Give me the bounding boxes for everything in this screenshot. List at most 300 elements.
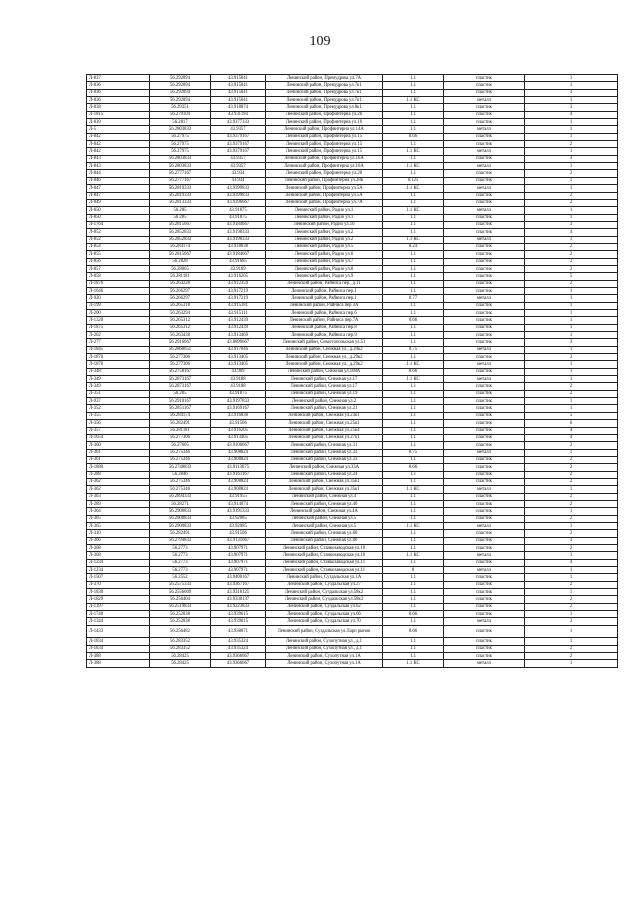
address-cell: Ленинский район, Снежная ул.33А xyxy=(266,464,383,471)
site-id-cell: Л-847 xyxy=(87,192,150,199)
latitude-cell: 56.284174 xyxy=(150,412,211,419)
volume-cell: 1.1 xyxy=(383,199,444,206)
address-cell: Ленинский район, Станкозаводская ул.11 xyxy=(266,567,383,574)
longitude-cell: 43.907971 xyxy=(211,545,266,552)
count-cell: 1 xyxy=(525,346,618,353)
table-row xyxy=(87,471,618,478)
address-cell: Ленинский район, Премудрова ул.7А xyxy=(266,75,383,82)
longitude-cell: 43.934 xyxy=(211,170,266,177)
count-cell: 1 xyxy=(525,552,618,559)
count-cell: 1 xyxy=(525,75,618,82)
address-cell: Ленинский район, Снежная ул.34 xyxy=(266,471,383,478)
volume-cell: 0.75 xyxy=(383,346,444,353)
count-cell: 2 xyxy=(525,464,618,471)
site-id-cell: Л-854 xyxy=(87,243,150,250)
latitude-cell: 56.285 xyxy=(150,214,211,221)
longitude-cell: 43.9330137 xyxy=(211,596,266,603)
volume-cell: 1.1 КС xyxy=(383,207,444,214)
table-body xyxy=(87,75,618,668)
count-cell: 1 xyxy=(525,148,618,155)
latitude-cell: 56.27975 xyxy=(150,133,211,140)
material-cell: пластик xyxy=(444,427,525,434)
site-id-cell: Л-844 xyxy=(87,170,150,177)
table-row xyxy=(87,567,618,574)
longitude-cell: 43.9366667 xyxy=(211,660,266,667)
site-id-cell: Л-1870 xyxy=(87,361,150,368)
site-id-cell: Л-1507 xyxy=(87,574,150,581)
material-cell: пластик xyxy=(444,82,525,89)
site-id-cell: Л-852 xyxy=(87,229,150,236)
volume-cell: 1.1 xyxy=(383,302,444,309)
material-cell: пластик xyxy=(444,258,525,265)
address-cell: Ленинский район, Снежная ул.40 xyxy=(266,500,383,507)
longitude-cell: 43.9184667 xyxy=(211,251,266,258)
site-id-cell: Л-277 xyxy=(87,339,150,346)
longitude-cell: 43.908824 xyxy=(211,478,266,485)
table-row xyxy=(87,603,618,610)
material-cell: пластик xyxy=(444,229,525,236)
material-cell: пластик xyxy=(444,133,525,140)
latitude-cell: 56.2803833 xyxy=(150,126,211,133)
material-cell: пластик xyxy=(444,625,525,638)
latitude-cell: 56.2852833 xyxy=(150,236,211,243)
material-cell: пластик xyxy=(444,243,525,250)
volume-cell: 1.1 xyxy=(383,354,444,361)
longitude-cell: 43.913469 xyxy=(211,332,266,339)
table-row xyxy=(87,214,618,221)
volume-cell: 1.1 xyxy=(383,442,444,449)
latitude-cell: 56.279104 xyxy=(150,111,211,118)
table-row xyxy=(87,346,618,353)
address-cell: Ленинский район, Снежная ул., д.29к2 xyxy=(266,361,383,368)
count-cell: 2 xyxy=(525,383,618,390)
material-cell: пластик xyxy=(444,75,525,82)
address-cell: Ленинский район, Сухопутная ул., д.1 xyxy=(266,645,383,652)
longitude-cell: 43.917219 xyxy=(211,295,266,302)
count-cell: 2 xyxy=(525,603,618,610)
table-row xyxy=(87,456,618,463)
longitude-cell: 43.9357 xyxy=(211,163,266,170)
site-id-cell: Л-1870 xyxy=(87,354,150,361)
latitude-cell: 56.27975 xyxy=(150,141,211,148)
latitude-cell: 56.266297 xyxy=(150,287,211,294)
count-cell: 5 xyxy=(525,273,618,280)
longitude-cell: 43.92085 xyxy=(211,515,266,522)
site-id-cell: Л-847 xyxy=(87,185,150,192)
longitude-cell: 43.9379167 xyxy=(211,133,266,140)
material-cell: пластик xyxy=(444,368,525,375)
volume-cell: 1.1 xyxy=(383,192,444,199)
table-row xyxy=(87,280,618,287)
address-cell: Ленинский район, Профинтерна ул.16А xyxy=(266,155,383,162)
count-cell: 2 xyxy=(525,199,618,206)
address-cell: Ленинский район, Суздальская ул.66 xyxy=(266,611,383,618)
longitude-cell: 43.91506 xyxy=(211,530,266,537)
site-id-cell: Л-850 xyxy=(87,207,150,214)
material-cell: пластик xyxy=(444,645,525,652)
address-cell: Ленинский район, Премудрова ул.7к1 xyxy=(266,97,383,104)
volume-cell: 0.125 xyxy=(383,177,444,184)
longitude-cell: 43.9169167 xyxy=(211,405,266,412)
address-cell: Ленинский район, Станкозаводская ул.10 xyxy=(266,545,383,552)
longitude-cell: 43.915181 xyxy=(211,302,266,309)
volume-cell: 1.1 xyxy=(383,405,444,412)
count-cell: 1 xyxy=(525,368,618,375)
longitude-cell: 43.9169 xyxy=(211,265,266,272)
table-row xyxy=(87,581,618,588)
material-cell: пластик xyxy=(444,265,525,272)
address-cell: Ленинский район, Снежная ул., д.20к2 xyxy=(266,346,383,353)
site-id-cell: Л-838 xyxy=(87,104,150,111)
latitude-cell: 56.2819333 xyxy=(150,185,211,192)
address-cell: Ленинский район, Снежная ул.23к1 xyxy=(266,412,383,419)
address-cell: Ленинский район, Профинтерна ул.14А xyxy=(266,126,383,133)
count-cell: 3 xyxy=(525,221,618,228)
volume-cell: 1.1 xyxy=(383,75,444,82)
site-id-cell: Л-356 xyxy=(87,420,150,427)
site-id-cell: Л-1234 xyxy=(87,559,150,566)
count-cell: 3 xyxy=(525,618,618,625)
table-row xyxy=(87,295,618,302)
table-row xyxy=(87,287,618,294)
volume-cell: 0.66 xyxy=(383,133,444,140)
address-cell: Ленинский район, Снежная ул.35к1 xyxy=(266,486,383,493)
material-cell: пластик xyxy=(444,638,525,645)
count-cell: 1 xyxy=(525,207,618,214)
latitude-cell: 56.2815667 xyxy=(150,221,211,228)
table-row xyxy=(87,537,618,544)
address-cell: Ленинский район, Премудрова ул.7к1 xyxy=(266,89,383,96)
count-cell: 3 xyxy=(525,537,618,544)
longitude-cell: 43.9223833 xyxy=(211,603,266,610)
longitude-cell: 43.916205 xyxy=(211,273,266,280)
material-cell: пластик xyxy=(444,589,525,596)
table-row xyxy=(87,376,618,383)
table-row xyxy=(87,478,618,485)
material-cell: металл xyxy=(444,97,525,104)
latitude-cell: 56.281181 xyxy=(150,427,211,434)
count-cell: 1 xyxy=(525,508,618,515)
address-cell: Ленинский район, Райниса пер., д.11 xyxy=(266,280,383,287)
material-cell: пластик xyxy=(444,653,525,660)
table-row xyxy=(87,155,618,162)
longitude-cell: 43.9113875 xyxy=(211,464,266,471)
site-id-cell: Л-920 xyxy=(87,295,150,302)
longitude-cell: 43.913405 xyxy=(211,434,266,441)
latitude-cell: 56.266297 xyxy=(150,295,211,302)
latitude-cell: 56.2846 xyxy=(150,471,211,478)
material-cell: пластик xyxy=(444,214,525,221)
address-cell: Ленинский район, Суздальская ул.27 xyxy=(266,581,383,588)
count-cell: 3 xyxy=(525,354,618,361)
count-cell: 1 xyxy=(525,625,618,638)
longitude-cell: 43.917219 xyxy=(211,287,266,294)
latitude-cell: 56.29351 xyxy=(150,104,211,111)
volume-cell: 1.1 xyxy=(383,653,444,660)
material-cell: пластик xyxy=(444,273,525,280)
material-cell: пластик xyxy=(444,310,525,317)
material-cell: пластик xyxy=(444,559,525,566)
latitude-cell: 56.2773 xyxy=(150,567,211,574)
site-id-cell: Л-1234 xyxy=(87,567,150,574)
count-cell: 4 xyxy=(525,229,618,236)
longitude-cell: 43.9357 xyxy=(211,126,266,133)
address-cell: Ленинский район, Премудрова ул.8к1 xyxy=(266,104,383,111)
material-cell: пластик xyxy=(444,442,525,449)
site-id-cell: Л-202 xyxy=(87,332,150,339)
site-id-cell: Л-849 xyxy=(87,199,150,206)
table-row xyxy=(87,354,618,361)
address-cell: Ленинский район, Снежная ул.27к1 xyxy=(266,434,383,441)
latitude-cell: 56.292094 xyxy=(150,97,211,104)
latitude-cell: 56.256482 xyxy=(150,625,211,638)
count-cell: 1 xyxy=(525,302,618,309)
volume-cell: 1.1 xyxy=(383,265,444,272)
site-id-cell: Л-199 xyxy=(87,302,150,309)
address-cell: Ленинский район, Радио ул.10 xyxy=(266,221,383,228)
table-row xyxy=(87,449,618,456)
volume-cell: 8 xyxy=(383,567,444,574)
address-cell: Ленинский район, Профинтерна ул.10 xyxy=(266,119,383,126)
latitude-cell: 56.2873167 xyxy=(150,383,211,390)
site-id-cell: Л-842 xyxy=(87,148,150,155)
longitude-cell: 43.91875 xyxy=(211,390,266,397)
table-row xyxy=(87,412,618,419)
table-row xyxy=(87,530,618,537)
table-row xyxy=(87,383,618,390)
address-cell: Ленинский район, Севастопольская ул.51 xyxy=(266,339,383,346)
count-cell: 1 xyxy=(525,574,618,581)
table-row xyxy=(87,163,618,170)
page-number: 109 xyxy=(309,34,331,49)
longitude-cell: 43.907971 xyxy=(211,567,266,574)
site-id-cell: Л-836 xyxy=(87,89,150,96)
address-cell: Ленинский район, Райниса пер.9 xyxy=(266,332,383,339)
volume-cell: 1.1 КС xyxy=(383,486,444,493)
material-cell: металл xyxy=(444,660,525,667)
address-cell: Ленинский район, Снежная ул.60 xyxy=(266,530,383,537)
site-id-cell: Л-349 xyxy=(87,376,150,383)
longitude-cell: 43.91875 xyxy=(211,214,266,221)
longitude-cell: 43.9161167 xyxy=(211,471,266,478)
longitude-cell: 43.9197833 xyxy=(211,398,266,405)
site-id-cell: Л-1815 xyxy=(87,111,150,118)
longitude-cell: 43.935324 xyxy=(211,645,266,652)
latitude-cell: 56.283352 xyxy=(150,645,211,652)
material-cell: пластик xyxy=(444,332,525,339)
table-row xyxy=(87,192,618,199)
table-row xyxy=(87,185,618,192)
latitude-cell: 56.265312 xyxy=(150,324,211,331)
volume-cell: 1.1 xyxy=(383,545,444,552)
latitude-cell: 56.2803833 xyxy=(150,163,211,170)
longitude-cell: 43.916838 xyxy=(211,412,266,419)
latitude-cell: 56.2852833 xyxy=(150,229,211,236)
address-cell: Ленинский район, Снежная ул.25к1 xyxy=(266,420,383,427)
address-cell: Ленинский район, Профинтерна ул.15 xyxy=(266,141,383,148)
address-cell: Ленинский район, Суздальская ул.58к2 xyxy=(266,589,383,596)
longitude-cell: 43.939615 xyxy=(211,618,266,625)
longitude-cell: 43.934 xyxy=(211,177,266,184)
volume-cell: 1.1 xyxy=(383,515,444,522)
address-cell: Ленинский район, Суздальская ул.Ларп рынок xyxy=(266,625,383,638)
latitude-cell: 56.265312 xyxy=(150,317,211,324)
volume-cell: 1.1 xyxy=(383,581,444,588)
count-cell: 1 xyxy=(525,332,618,339)
site-id-cell: Л-1834 xyxy=(87,638,150,645)
latitude-cell: 56.2758167 xyxy=(150,368,211,375)
count-cell: 1 xyxy=(525,82,618,89)
count-cell: 4 xyxy=(525,434,618,441)
table-row xyxy=(87,420,618,427)
site-id-cell: Л-846 xyxy=(87,177,150,184)
count-cell: 2 xyxy=(525,515,618,522)
count-cell: 2 xyxy=(525,500,618,507)
table-row xyxy=(87,638,618,645)
address-cell: Ленинский район, Премудрова ул.7к1 xyxy=(266,82,383,89)
material-cell: пластик xyxy=(444,456,525,463)
longitude-cell: 43.915041 xyxy=(211,75,266,82)
table-row xyxy=(87,302,618,309)
volume-cell: 0.77 xyxy=(383,295,444,302)
table-row xyxy=(87,229,618,236)
table-row xyxy=(87,324,618,331)
latitude-cell: 56.277306 xyxy=(150,434,211,441)
latitude-cell: 56.275346 xyxy=(150,486,211,493)
site-id-cell: Л-856 xyxy=(87,258,150,265)
longitude-cell: 43.939615 xyxy=(211,611,266,618)
site-id-cell: Л-357 xyxy=(87,427,150,434)
address-cell: Ленинский район, Профинтерна ул.28Б xyxy=(266,177,383,184)
material-cell: пластик xyxy=(444,500,525,507)
latitude-cell: 56.265318 xyxy=(150,302,211,309)
count-cell: 1 xyxy=(525,126,618,133)
latitude-cell: 56.263294 xyxy=(150,310,211,317)
material-cell: металл xyxy=(444,486,525,493)
volume-cell: 0.24 xyxy=(383,243,444,250)
longitude-cell: 43.915041 xyxy=(211,97,266,104)
table-row xyxy=(87,104,618,111)
volume-cell: 1.1 КС xyxy=(383,97,444,104)
latitude-cell: 56.2815667 xyxy=(150,251,211,258)
address-cell: Ленинский район, Снежная ул.21 xyxy=(266,405,383,412)
count-cell: 2 xyxy=(525,596,618,603)
site-id-cell: Л-349 xyxy=(87,383,150,390)
table-row xyxy=(87,273,618,280)
address-cell: Ленинский район, Суздальская ул.70 xyxy=(266,618,383,625)
longitude-cell: 43.9396667 xyxy=(211,199,266,206)
address-cell: Ленинский район, Снежная ул.2 xyxy=(266,398,383,405)
volume-cell: 1.1 xyxy=(383,126,444,133)
latitude-cell: 56.27975 xyxy=(150,148,211,155)
material-cell: пластик xyxy=(444,493,525,500)
count-cell: 2 xyxy=(525,545,618,552)
longitude-cell: 43.915041 xyxy=(211,89,266,96)
address-cell: Ленинский район, Профинтерна ул.15 xyxy=(266,148,383,155)
count-cell: 3 xyxy=(525,339,618,346)
longitude-cell: 43.9399833 xyxy=(211,192,266,199)
address-cell: Ленинский район, Снежная ул., д.29к2 xyxy=(266,354,383,361)
volume-cell: 1.1 КС xyxy=(383,361,444,368)
site-id-cell: Л-837 xyxy=(87,75,150,82)
longitude-cell: 43.909 xyxy=(211,368,266,375)
count-cell: 2 xyxy=(525,192,618,199)
longitude-cell: 43.9100667 xyxy=(211,442,266,449)
longitude-cell: 43.9377333 xyxy=(211,119,266,126)
site-id-cell: Л-288 xyxy=(87,471,150,478)
site-id-cell: Л-1876 xyxy=(87,280,150,287)
table-row xyxy=(87,589,618,596)
count-cell: 1 xyxy=(525,133,618,140)
site-id-cell: Л-360 xyxy=(87,442,150,449)
table-row xyxy=(87,427,618,434)
volume-cell: 1.1 xyxy=(383,170,444,177)
latitude-cell: 56.292094 xyxy=(150,75,211,82)
material-cell: пластик xyxy=(444,515,525,522)
volume-cell: 1.1 xyxy=(383,104,444,111)
longitude-cell: 43.908824 xyxy=(211,486,266,493)
volume-cell: 1.1 xyxy=(383,574,444,581)
table-row xyxy=(87,243,618,250)
latitude-cell: 56.28065 xyxy=(150,265,211,272)
latitude-cell: 56.2900833 xyxy=(150,522,211,529)
longitude-cell: 43.9188 xyxy=(211,383,266,390)
count-cell: 3 xyxy=(525,104,618,111)
volume-cell: 1.1 xyxy=(383,478,444,485)
site-id-cell: Л-1880 xyxy=(87,464,150,471)
latitude-cell: 56.2916667 xyxy=(150,339,211,346)
count-cell: 2 xyxy=(525,141,618,148)
volume-cell: 0.66 xyxy=(383,611,444,618)
site-id-cell: Л-836 xyxy=(87,97,150,104)
material-cell: металл xyxy=(444,376,525,383)
material-cell: пластик xyxy=(444,390,525,397)
material-cell: металл xyxy=(444,567,525,574)
volume-cell: 1.1 xyxy=(383,434,444,441)
count-cell: 2 xyxy=(525,478,618,485)
material-cell: пластик xyxy=(444,611,525,618)
volume-cell: 0.66 xyxy=(383,368,444,375)
volume-cell: 1.1 xyxy=(383,258,444,265)
site-id-cell: Л-1740 xyxy=(87,611,150,618)
count-cell: 2 xyxy=(525,456,618,463)
latitude-cell: 56.2873167 xyxy=(150,376,211,383)
material-cell: металл xyxy=(444,361,525,368)
count-cell: 2 xyxy=(525,280,618,287)
site-id-cell: Л-1845 xyxy=(87,346,150,353)
site-id-cell: Л-1654 xyxy=(87,434,150,441)
table-row xyxy=(87,111,618,118)
volume-cell: 1.1 xyxy=(383,273,444,280)
site-id-cell: Л-842 xyxy=(87,133,150,140)
address-cell: Ленинский район, Профинтерна ул.5А xyxy=(266,192,383,199)
latitude-cell: 56.2851167 xyxy=(150,405,211,412)
longitude-cell: 43.91875 xyxy=(211,207,266,214)
latitude-cell: 56.2803833 xyxy=(150,155,211,162)
material-cell: пластик xyxy=(444,104,525,111)
volume-cell: 1.1 КС xyxy=(383,552,444,559)
address-cell: Ленинский район, Райниса пер.3А xyxy=(266,302,383,309)
site-id-cell: Л-362 xyxy=(87,478,150,485)
volume-cell: 1.1 xyxy=(383,89,444,96)
address-cell: Ленинский район, Станкозаводская ул.11 xyxy=(266,559,383,566)
longitude-cell: 43.9399833 xyxy=(211,185,266,192)
volume-cell: 1.1 xyxy=(383,119,444,126)
material-cell: пластик xyxy=(444,280,525,287)
longitude-cell: 43.91955 xyxy=(211,493,266,500)
count-cell: 1 xyxy=(525,317,618,324)
site-id-cell: Л-842 xyxy=(87,141,150,148)
